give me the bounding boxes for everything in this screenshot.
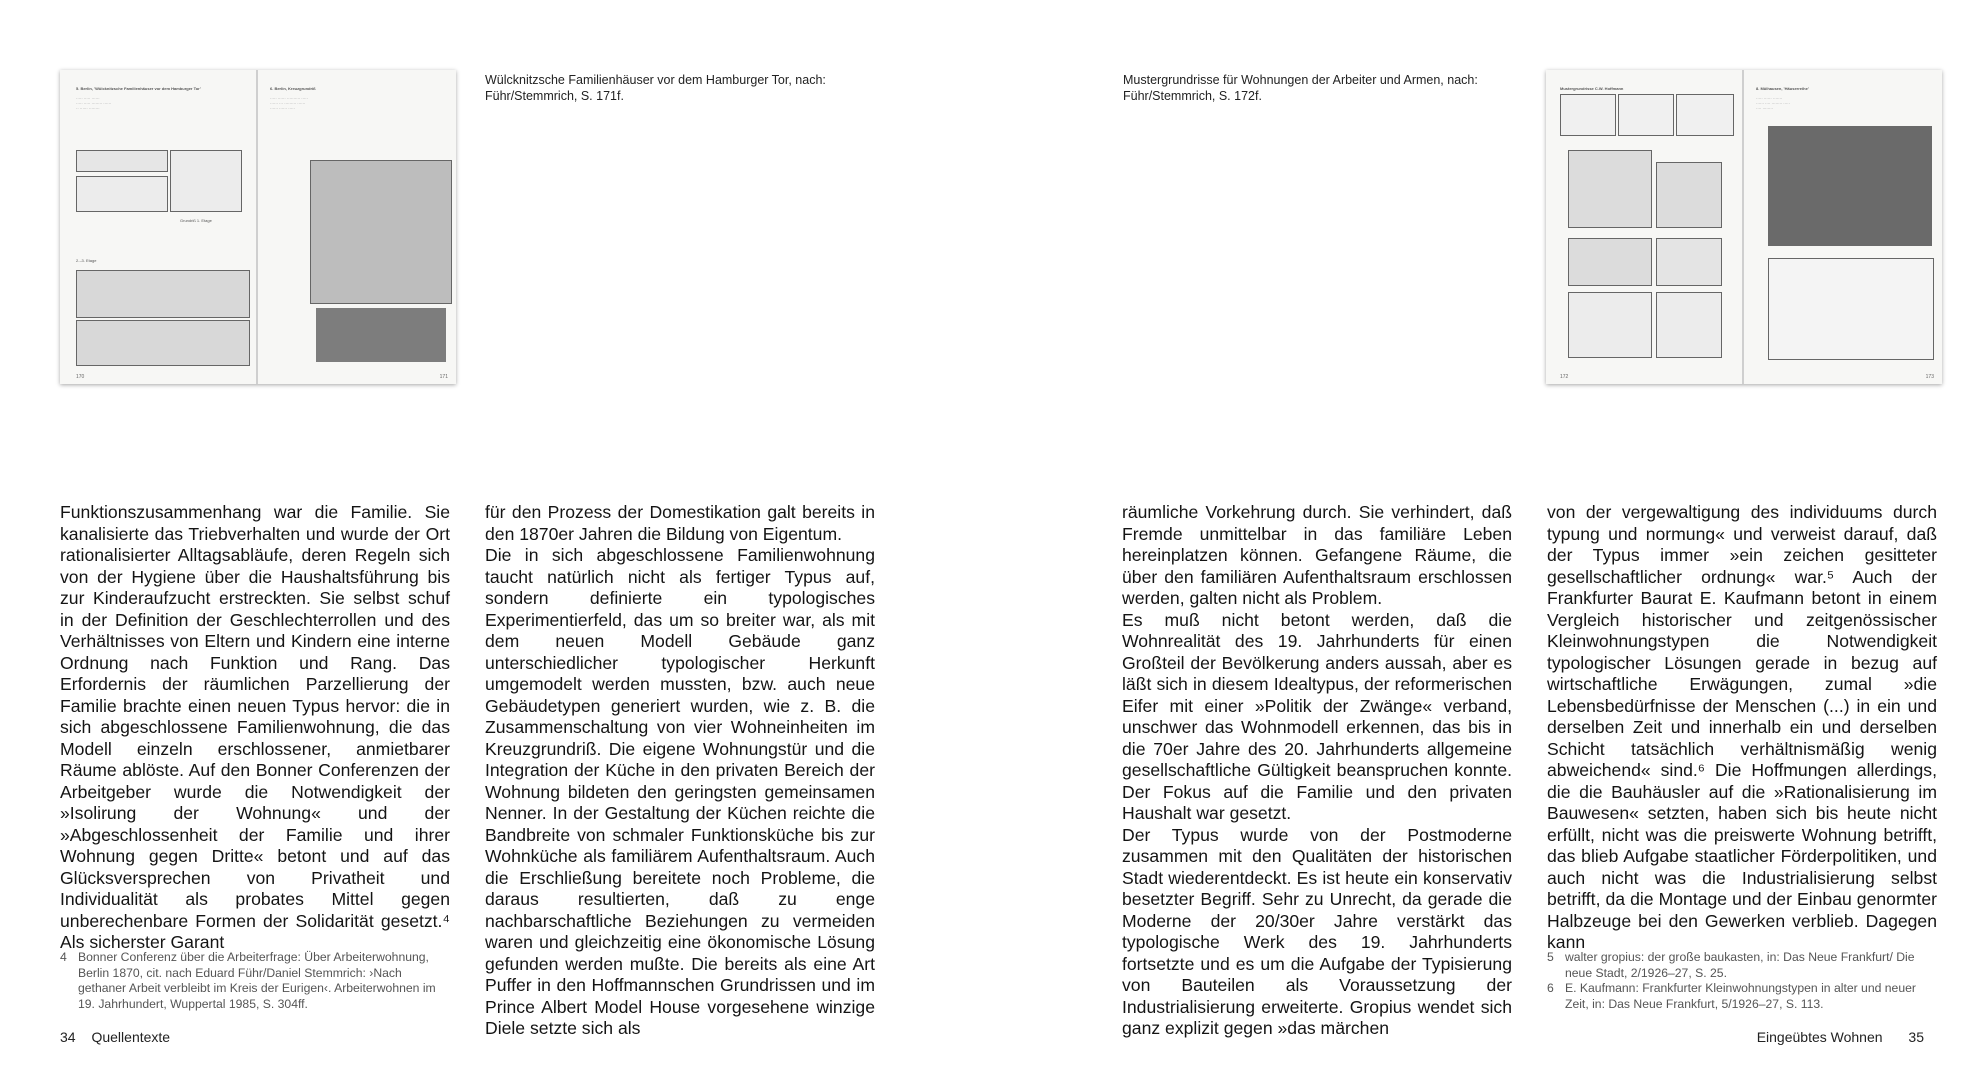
- paragraph: räumliche Vorkehrung durch. Sie verhindert, daß Fremde unmittelbar in das familiäre Leben hereinplatzen können. Gefangene Räume, die über den familiären Aufenthaltsraum erschlossen werden, galten nicht als Problem.: [1122, 502, 1512, 608]
- thumbnail-page-number: 170: [76, 374, 85, 380]
- thumbnail-title: 5. Berlin, ’Wülcknitzsche Familienhäuser vor dem Hamburger Tor’: [76, 86, 201, 91]
- floor-plan: [1568, 292, 1652, 358]
- book-spread-thumbnail-left: [60, 70, 456, 384]
- floor-plan: [170, 150, 242, 212]
- thumbnail-page-left: 5. Berlin, ’Wülcknitzsche Familienhäuser vor dem Hamburger Tor’ ····· ····· ······ ····· ····· ········ ······ ·· ······ ········ Grundriß 1. Etage 2.–3. Etage 170: [60, 70, 256, 384]
- thumbnail-title: Mustergrundrisse C.W. Hoffmann: [1560, 86, 1624, 91]
- thumbnail-page-number: 171: [439, 374, 448, 380]
- floor-plan: [1560, 94, 1616, 136]
- floor-plan: [1618, 94, 1674, 136]
- paragraph: Es muß nicht betont werden, daß die Wohnrealität des 19. Jahrhunderts für einen Großteil der Bevölkerung anders aussah, aber es läßt sich in diesem Idealtypus, der reformerischen Eifer mit einer »Politik der Zwänge« verband, unschwer das Wohnmodell erkennen, das bis in die 70er Jahre des 20. Jahrhunderts allgemeine gesellschaftliche Gültigkeit beanspruchen konnte. Der Fokus auf die Familie und den privaten Haushalt war gesetzt.: [1122, 609, 1512, 823]
- paragraph: Funktionszusammenhang war die Familie. Sie kanalisierte das Triebverhalten und wurde der Ort rationalisierter Alltagsabläufe, deren Regeln sich von der Hygiene über die Haushaltsführung bis zur Kinderaufzucht erstreckten. Sie selbst schuf in der Definition der Geschlechterrollen und des Verhältnisses von Eltern und Kindern eine interne Ordnung nach Funktion und Rang. Das Erfordernis der räumlichen Parzellierung der Familie brachte einen neuen Typus hervor: die in sich abgeschlossene Familienwohnung, die das Modell einzeln erschlossener, anmietbarer Räume ablöste. Auf den Bonner Conferenzen der Arbeitgeber wurde die Notwendigkeit der »Isolirung der Wohnung« und der »Abgeschlossenheit der Familie und ihrer Wohnung gegen Dritte« betont und auf das Glücksversprechen von Privatheit und Individualität als probates Mittel gegen unberechenbare Formen der Solidarität gesetzt.⁴ Als sicherster Garant: [60, 502, 450, 952]
- body-column-1: [1122, 502, 1512, 1040]
- thumbnail-page-right: 8. Mülhausen, ’Häuserreihe’ ····· ······ ······· ······ ···· ········ ····· ···· ········ 173: [1744, 70, 1942, 384]
- building-photo: [316, 308, 446, 362]
- page-footer: [1757, 1029, 1924, 1045]
- thumbnail-title: 8. Mülhausen, ’Häuserreihe’: [1756, 86, 1809, 91]
- floor-plan: [1768, 258, 1934, 360]
- figure-caption: Mustergrundrisse für Wohnungen der Arbeiter und Armen, nach: Führ/Stemmrich, S. 172f.: [1123, 73, 1478, 103]
- house-elevation: [1656, 162, 1722, 228]
- right-page: [992, 0, 1984, 1086]
- thumbnail-page-number: 172: [1560, 374, 1569, 380]
- thumbnail-title: 6. Berlin, Kreuzgrundriß: [270, 86, 316, 91]
- footnote: 4 Bonner Conferenz über die Arbeiterfrage: Über Arbeiterwohnung, Berlin 1870, cit. nach Eduard Führ/Daniel Stemmrich: ›Nach gethaner Arbeit verbleibt im Kreis der Eurigen‹. Arbeiterwohnen im 19. Jahrhundert, Wuppertal 1985, S. 304ff.: [60, 950, 436, 1011]
- page-footer: [60, 1029, 170, 1045]
- floor-plan: [76, 320, 250, 366]
- page-number: 34: [60, 1029, 76, 1045]
- book-spread-thumbnail-right: [1546, 70, 1942, 384]
- floor-plan: [76, 150, 168, 172]
- footnotes: [60, 950, 450, 1012]
- house-elevation: [1568, 150, 1652, 228]
- house-elevation: [1568, 238, 1652, 286]
- thumbnail-page-right: 6. Berlin, Kreuzgrundriß ····· ······ ·········· ····· ······ ··· ········· ······ ······ ······ ····· 171: [258, 70, 456, 384]
- thumbnail-page-left: [1546, 70, 1742, 384]
- floor-plan: [1656, 292, 1722, 358]
- street-photo: [1768, 126, 1932, 246]
- paragraph: für den Prozess der Domestikation galt bereits in den 1870er Jahren die Bildung von Eigentum.: [485, 502, 875, 544]
- footnotes: [1547, 950, 1937, 1012]
- floor-plan: [310, 160, 452, 304]
- footnote: 5 walter gropius: der große baukasten, in: Das Neue Frankfurt/ Die neue Stadt, 2/1926–27, S. 25.: [1547, 950, 1915, 980]
- paragraph: Die in sich abgeschlossene Familienwohnung taucht natürlich nicht als fertiger Typus auf, sondern definierte ein typologisches Experimentierfeld, das um so breiter war, als mit dem neuen Modell Gebäude ganz unterschiedlicher typologischer Herkunft umgemodelt werden mussten, bzw. auch neue Gebäudetypen generiert wurden, wie z. B. die Zusammenschaltung von vier Wohneinheiten im Kreuzgrundriß. Die eigene Wohnungstür und die Integration der Küche in den privaten Bereich der Wohnung bildeten den geringsten gemeinsamen Nenner. In der Gestaltung der Küchen reichte die Bandbreite von schmaler Funktionsküche bis zur Wohnküche als familiärem Aufenthaltsraum. Auch die Erschließung bereitete noch Probleme, die daraus resultierten, daß zu enge nachbarschaftliche Beziehungen zu vermeiden waren und gleichzeitig eine ökonomische Lösung gefunden werden mußte. Die bereits als eine Art Puffer in den Hoffmannschen Grundrissen und im Prince Albert Model House vorgesehene winzige Diele setzte sich als: [485, 545, 875, 1038]
- floor-plan: [76, 176, 168, 212]
- figure-caption: Wülcknitzsche Familienhäuser vor dem Hamburger Tor, nach: Führ/Stemmrich, S. 171f.: [485, 73, 826, 103]
- page-number: 35: [1908, 1029, 1924, 1045]
- thumbnail-page-number: 173: [1925, 374, 1934, 380]
- body-column-1: [60, 502, 450, 954]
- running-head: Quellentexte: [91, 1029, 171, 1045]
- thumbnail-label: 2.–3. Etage: [76, 258, 97, 263]
- house-elevation: [1656, 238, 1722, 286]
- thumbnail-label: Grundriß 1. Etage: [180, 218, 212, 223]
- floor-plan: [76, 270, 250, 318]
- floor-plan: [1676, 94, 1734, 136]
- running-head: Eingeübtes Wohnen: [1756, 1029, 1883, 1045]
- body-column-2: [485, 502, 875, 1040]
- body-column-2: [1547, 502, 1937, 954]
- paragraph: von der vergewaltigung des individuums durch typung und normung« und verweist darauf, daß der Typus immer »ein zeichen gesitteter gesellschaftlicher ordnung« war.⁵ Auch der Frankfurter Baurat E. Kaufmann betont in einem Vergleich historischer und zeitgenössischer Kleinwohnungstypen die Notwendigkeit typologischer Lösungen gerade in bezug auf wirtschaftliche Erwägungen, zumal »die Lebensbedürfnisse der Menschen (...) in ein und derselben Zeit und innerhalb ein und derselben Schicht tatsächlich verhältnismäßig wenig abweichend« sind.⁶ Die Hoffmungen allerdings, die die Bauhäusler auf die »Rationalisierung im Bauwesen« setzten, haben sich bis heute nicht erfüllt, nicht was die preiswerte Wohnung betrifft, das blieb Aufgabe staatlicher Förderpolitiken, und auch nicht was die Industrialisierung selbst betrifft, da die Montage und der Einbau genormter Halbzeuge bei den Gewerken verblieb. Dagegen kann: [1547, 502, 1937, 952]
- footnote: 6 E. Kaufmann: Frankfurter Kleinwohnungstypen in alter und neuer Zeit, in: Das Neue Frankfurt, 5/1926–27, S. 113.: [1547, 981, 1916, 1011]
- paragraph: Der Typus wurde von der Postmoderne zusammen mit den Qualitäten der historischen Stadt wiederentdeckt. Es ist heute ein konservativ besetzter Begriff. Sehr zu Unrecht, da gerade die Moderne der 20/30er Jahre verstärkt das typologische Werk des 19. Jahrhunderts fortsetzte und es um die Aufgabe der Typisierung von Bauteilen als Voraussetzung der Industrialisierung erweiterte. Gropius wendet sich ganz explizit gegen »das märchen: [1122, 824, 1512, 1038]
